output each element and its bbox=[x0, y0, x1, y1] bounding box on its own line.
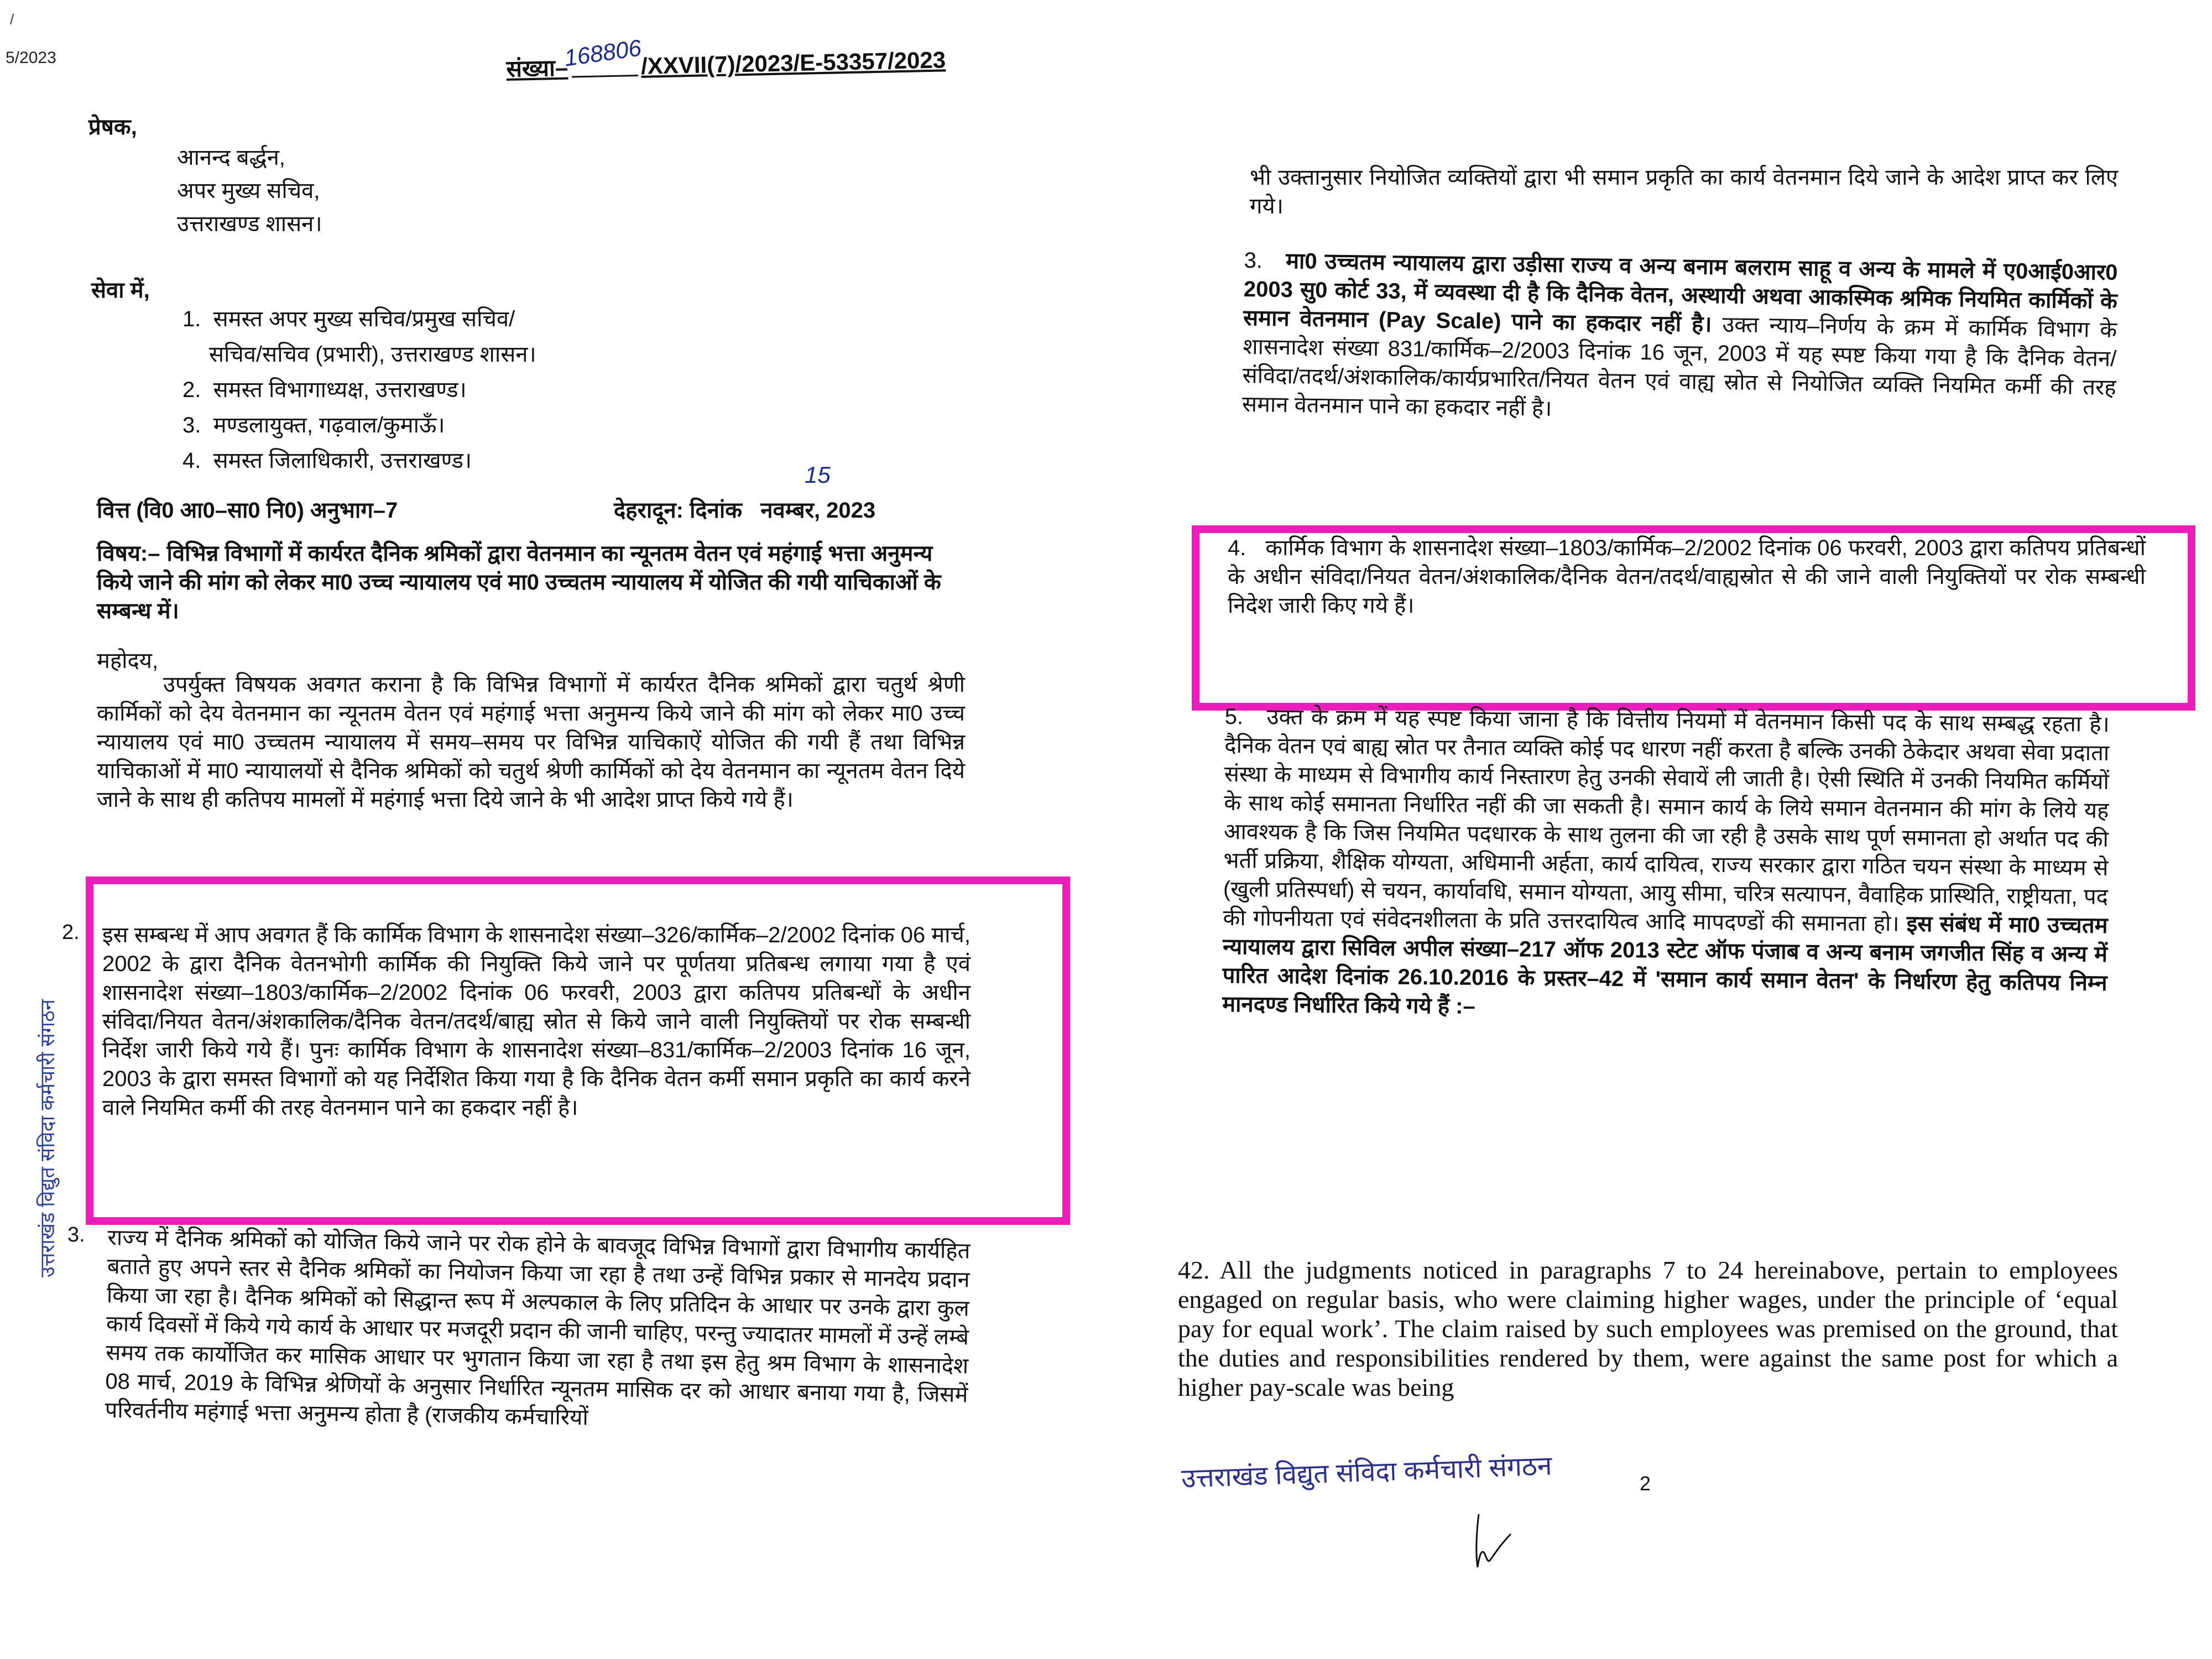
paragraph-3-number: 3. bbox=[67, 1223, 85, 1246]
sender-name: आनन्द बर्द्धन, bbox=[177, 145, 285, 170]
salutation: महोदय, bbox=[97, 649, 159, 673]
paragraph-4-text: कार्मिक विभाग के शासनादेश संख्या–1803/कार्मिक–2/2002 दिनांक 06 फरवरी, 2003 द्वारा कतिपय प्रतिबन्धों के अधीन संविदा/नियत वेतन/अंशकालिक/दैनिक वेतन/तदर्थ/वाह्यस्रोत से की जाने वाली नियुक्तियों पर रोक सम्बन्धी निदेश जारी किए गये हैं। bbox=[1228, 536, 2146, 618]
date-suffix: नवम्बर, 2023 bbox=[760, 498, 876, 523]
subject-label: विषय:– bbox=[97, 541, 160, 566]
vertical-organization-stamp: उत्तराखंड विद्युत संविदा कर्मचारी संगठन bbox=[36, 999, 59, 1277]
signature-icon bbox=[1471, 1510, 1515, 1571]
department-section: वित्त (वि0 आ0–सा0 नि0) अनुभाग–7 bbox=[97, 498, 398, 523]
paragraph-3-bold-text: मा0 उच्चतम न्यायालय द्वारा उड़ीसा राज्य व अन्य बनाम बलराम साहू व अन्य के मामले में ए0आई0आर0 2003 सु0 कोर्ट 33, में व्यवस्था दी है कि दैनिक वेतन, अस्थायी अथवा आकस्मिक श्रमिक नियमित कार्मिकों के समान वेतनमान (Pay Scale) पाने का हकदार नहीं है। bbox=[1243, 249, 2118, 337]
page-number: 2 bbox=[1640, 1472, 1651, 1495]
paragraph-5-bold-text: इस संबंध में मा0 उच्चतम न्यायालय द्वारा सिविल अपील संख्या–217 ऑफ 2013 स्टेट ऑफ पंजाब व अन्य बनाम जगजीत सिंह व अन्य में पारित आदेश दिनांक 26.10.2016 के प्रस्तर–42 में 'समान कार्य समान वेतन' के निर्धारण हेतु कतिपय निम्न मानदण्ड निर्धारित किये गये हैं :– bbox=[1222, 911, 2108, 1019]
recipient-number: 4. bbox=[182, 448, 201, 473]
sender-government: उत्तराखण्ड शासन। bbox=[177, 212, 322, 236]
recipient-item bbox=[182, 301, 536, 337]
recipient-item bbox=[182, 408, 536, 443]
recipient-text: मण्डलायुक्त, गढ़वाल/कुमाऊँ। bbox=[213, 413, 445, 437]
recipient-item bbox=[182, 372, 536, 408]
paragraph-1: उपर्युक्त विषयक अवगत कराना है कि विभिन्न विभागों में कार्यरत दैनिक श्रमिकों द्वारा चतुर्थ श्रेणी कार्मिकों को देय वेतनमान का न्यूनतम वेतन एवं महंगाई भत्ता अनुमन्य किये जाने की मांग को लेकर मा0 उच्च न्यायालय एवं मा0 उच्चतम न्यायालय में समय–समय पर विभिन्न याचिकाऐं योजित की गयी हैं तथा विभिन्न याचिकाओं में मा0 न्यायालयों से दैनिक श्रमिकों को चतुर्थ श्रेणी कार्मिकों को देय वेतनमान का न्यूनतम वेतन दिये जाने के साथ ही कतिपय मामलों में महंगाई भत्ता दिये जाने के भी आदेश प्राप्त किये गये हैं। bbox=[97, 672, 965, 812]
handwritten-reference-number: 168806 bbox=[562, 34, 643, 71]
paragraph-number: 3. bbox=[1244, 248, 1263, 273]
paragraph-number: 5. bbox=[1224, 704, 1244, 729]
organization-stamp: उत्तराखंड विद्युत संविदा कर्मचारी संगठन bbox=[1181, 1451, 1553, 1494]
recipient-text: समस्त अपर मुख्य सचिव/प्रमुख सचिव/ bbox=[213, 307, 515, 331]
subject-text: विभिन्न विभागों में कार्यरत दैनिक श्रमिकों द्वारा वेतनमान का न्यूनतम वेतन एवं महंगाई भत्ता अनुमन्य किये जाने की मांग को लेकर मा0 उच्च न्यायालय एवं मा0 उच्चतम न्यायालय में योजित की गयी याचिकाओं के सम्बन्ध में। bbox=[97, 541, 941, 623]
recipient-number: 3. bbox=[182, 413, 201, 437]
sender-label: प्रेषक, bbox=[88, 115, 137, 139]
recipient-item-continued bbox=[182, 337, 536, 372]
sender-block bbox=[177, 141, 322, 241]
right-paragraph-5 bbox=[1222, 702, 2110, 1026]
paragraph-3: राज्य में दैनिक श्रमिकों को योजित किये जाने पर रोक होने के बावजूद विभिन्न विभागों द्वारा विभागीय कार्यहित बताते हुए अपने स्तर से दैनिक श्रमिकों का नियोजन किया जा रहा है तथा उन्हें विभिन्न प्रकार से मानदेय प्रदान किया जा रहा है। दैनिक श्रमिकों को सिद्धान्त रूप में अल्पकाल के लिए प्रतिदिन के आधार पर उनके द्वारा कुल कार्य दिवसों में किये गये कार्य के आधार पर मजदूरी प्रदान की जानी चाहिए, परन्तु ज्यादातर मामलों में उन्हें लम्बे समय तक कार्योजित कर मासिक आधार पर भुगतान किया जा रहा है तथा इस हेतु श्रम विभाग के शासनादेश 08 मार्च, 2019 के विभिन्न श्रेणियों के अनुसार निर्धारित न्यूनतम मासिक दर को आधार बनाया गया है, जिसमें परिवर्तनीय महंगाई भत्ता अनुमन्य होता है (राजकीय कर्मचारियों bbox=[105, 1225, 971, 1430]
place-and-date bbox=[614, 494, 875, 524]
corner-mark: / bbox=[10, 11, 14, 28]
recipient-text: सचिव/सचिव (प्रभारी), उत्तराखण्ड शासन। bbox=[209, 342, 536, 367]
handwritten-date-day: 15 bbox=[805, 462, 831, 488]
recipient-number: 1. bbox=[182, 307, 201, 331]
paragraph-2-number: 2. bbox=[62, 921, 80, 944]
right-paragraph-4 bbox=[1228, 534, 2146, 620]
reference-suffix: /XXVII(7)/2023/E-53357/2023 bbox=[640, 46, 946, 79]
recipients-list bbox=[182, 301, 536, 478]
subject-block bbox=[97, 539, 971, 625]
english-judgment-quote: 42. All the judgments noticed in paragraphs 7 to 24 hereinabove, pertain to employees engaged on regular basis, who were claiming higher wages, under the principle of ‘equal pay for equal work’. The claim raised by such employees was premised on the ground, that the duties and responsibilities rendered by them, were against the same post for which a higher pay-scale was being bbox=[1178, 1256, 2118, 1401]
document-page-left bbox=[0, 0, 1100, 1659]
paragraph-2: इस सम्बन्ध में आप अवगत हैं कि कार्मिक विभाग के शासनादेश संख्या–326/कार्मिक–2/2002 दिनांक 06 मार्च, 2002 के द्वारा दैनिक वेतनभोगी कार्मिक की नियुक्ति किये जाने पर पूर्णतया प्रतिबन्ध लगाया गया है एवं शासनादेश संख्या–1803/कार्मिक–2/2002 दिनांक 06 फरवरी, 2003 द्वारा कतिपय प्रतिबन्धों के अधीन संविदा/नियत वेतन/अंशकालिक/दैनिक वेतन/तदर्थ/बाह्य स्रोत से किये जाने वाली नियुक्तियों पर रोक सम्बन्धी निर्देश जारी किये गये हैं। पुनः कार्मिक विभाग के शासनादेश संख्या–831/कार्मिक–2/2003 दिनांक 16 जून, 2003 के द्वारा समस्त विभागों को यह निर्देशित किया गया है कि दैनिक वेतन कर्मी समान प्रकृति का कार्य करने वाले नियमित कर्मी की तरह वेतनमान पाने का हकदार नहीं है। bbox=[102, 923, 971, 1120]
margin-ref-date: 5/2023 bbox=[6, 49, 56, 67]
recipient-number: 2. bbox=[182, 378, 201, 402]
reference-label: संख्या– bbox=[506, 54, 568, 82]
paragraph-3-text: उक्त न्याय–निर्णय के क्रम में कार्मिक विभाग के शासनादेश संख्या 831/कार्मिक–2/2003 दिनांक 16 जून, 2003 में यह स्पष्ट किया गया है कि दैनिक वेतन/संविदा/तदर्थ/अंशकालिक/कार्यप्रभारित/नियत वेतन एवं वाह्य स्रोत से नियोजित व्यक्ति नियमित कर्मी की तरह समान वेतनमान पाने का हकदार नहीं है। bbox=[1241, 312, 2117, 421]
reference-blank bbox=[571, 75, 638, 78]
sender-designation: अपर मुख्य सचिव, bbox=[177, 179, 320, 203]
recipient-text: समस्त विभागाध्यक्ष, उत्तराखण्ड। bbox=[213, 378, 467, 402]
recipients-label: सेवा में, bbox=[91, 278, 150, 302]
right-paragraph-3 bbox=[1242, 246, 2118, 431]
recipient-item bbox=[182, 443, 536, 478]
continuation-text: भी उक्तानुसार नियोजित व्यक्तियों द्वारा भी समान प्रकृति का कार्य वेतनमान दिये जाने के आदेश प्राप्त कर लिए गये। bbox=[1250, 165, 2118, 218]
paragraph-5-text: उक्त के क्रम में यह स्पष्ट किया जाना है कि वित्तीय नियमों में वेतनमान किसी पद के साथ सम्बद्ध रहता है। दैनिक वेतन एवं बाह्य स्रोत पर तैनात व्यक्ति कोई पद धारण नहीं करता है बल्कि उनकी ठेकेदार अथवा सेवा प्रदाता संस्था के माध्यम से विभागीय कार्य निस्तारण हेतु उनकी सेवायें ली जाती है। ऐसी स्थिति में उनकी नियमित कर्मियों के साथ कोई समानता निर्धारित नहीं की जा सकती है। समान कार्य के लिये समान वेतनमान की मांग के लिये यह आवश्यक है कि जिस नियमित पदधारक के साथ तुलना की जा रही है उसके साथ पूर्ण समानता हो अर्थात पद की भर्ती प्रक्रिया, शैक्षिक योग्यता, अधिमानी अर्हता, कार्य दायित्व, राज्य सरकार द्वारा गठित चयन संस्था के माध्यम से (खुली प्रतिस्पर्धा) से चयन, कार्यावधि, समान योग्यता, आयु सीमा, चरित्र सत्यापन, वैवाहिक प्रास्थिति, राष्ट्रीयता, पद की गोपनीयता एवं संवेदनशीलता के प्रति उत्तरदायित्व आदि मापदण्डों की समानता हो। bbox=[1223, 705, 2110, 936]
recipient-text: समस्त जिलाधिकारी, उत्तराखण्ड। bbox=[213, 448, 472, 473]
paragraph-number: 4. bbox=[1228, 536, 1246, 560]
date-prefix: देहरादून: दिनांक bbox=[614, 498, 742, 523]
